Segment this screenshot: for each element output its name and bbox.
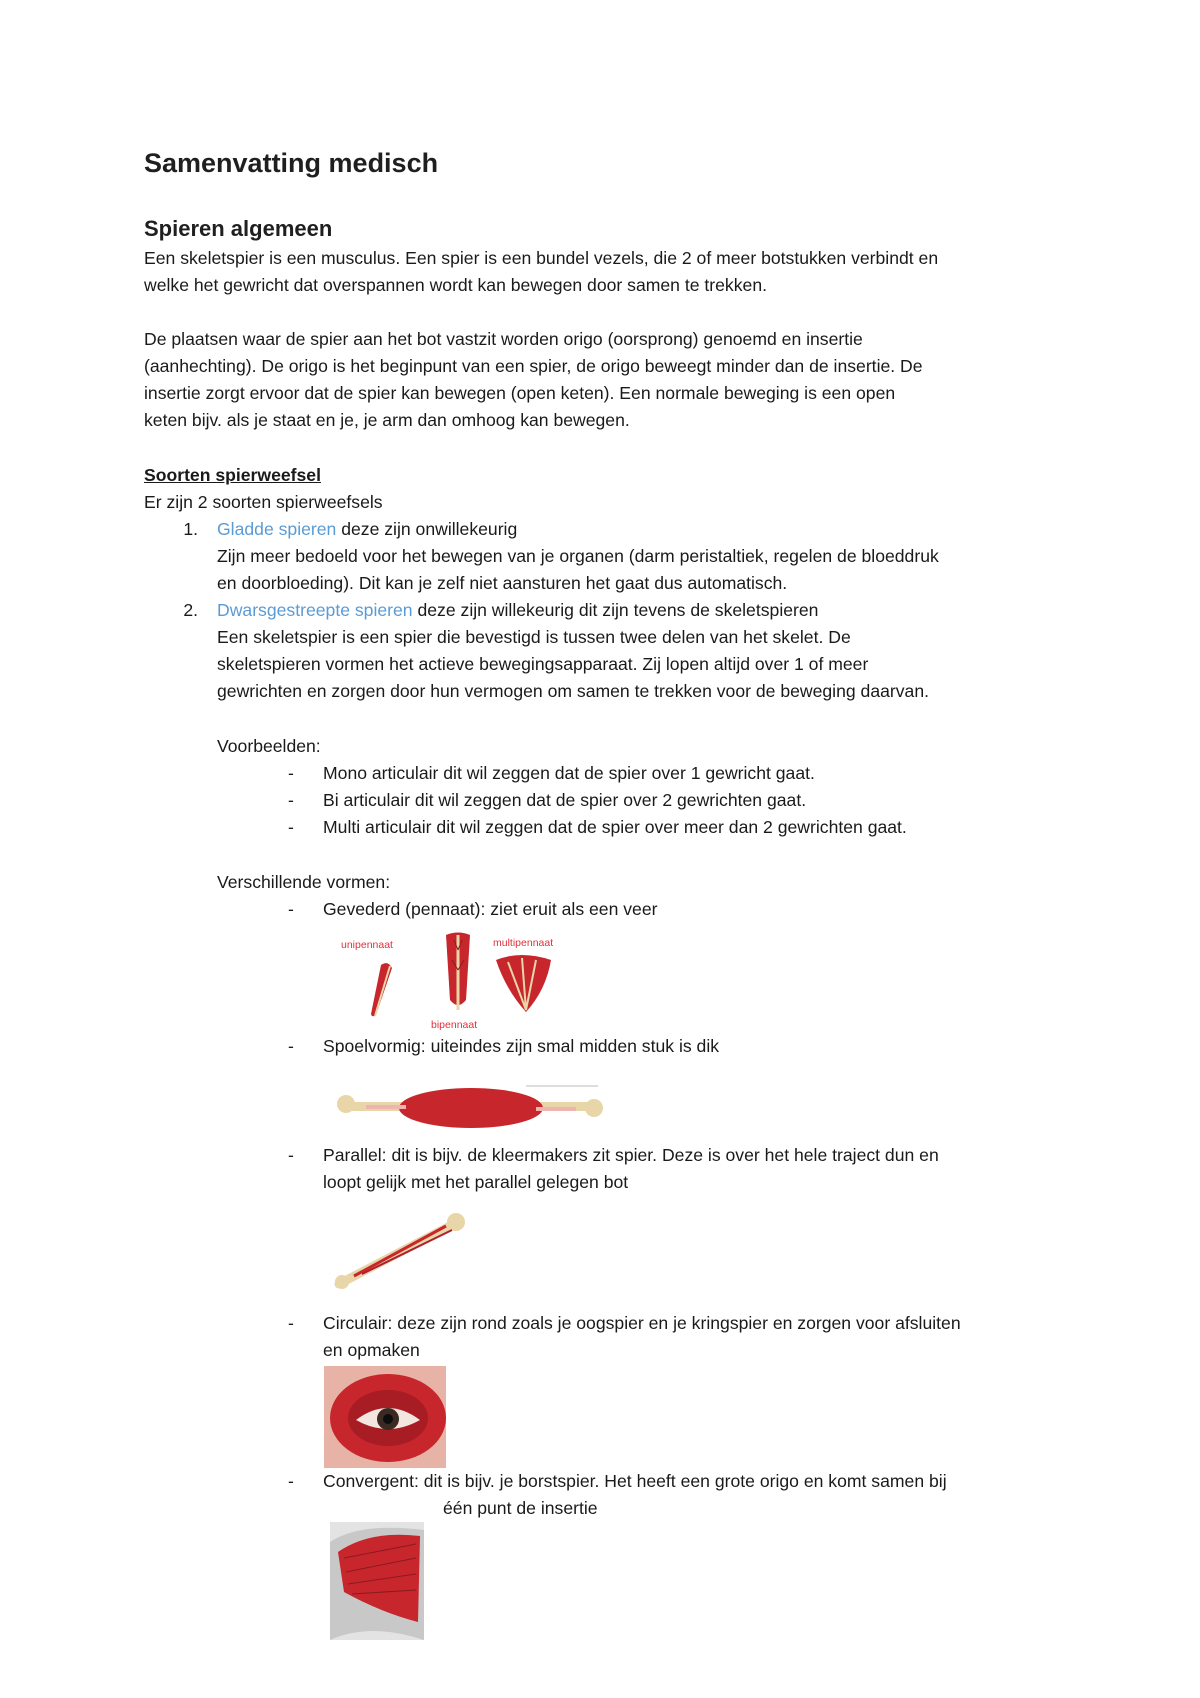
label-unipennaat: unipennaat	[341, 939, 393, 951]
list-item-line: gewrichten en zorgen door hun vermogen om samen te trekken voor de beweging daarvan.	[217, 681, 929, 701]
convergent-muscle-image	[330, 1522, 424, 1640]
shape-item: één punt de insertie	[443, 1498, 598, 1518]
list-number: 1.	[183, 519, 198, 539]
list-item-line: Een skeletspier is een spier die bevestigd is tussen twee delen van het skelet. De	[217, 627, 851, 647]
pennate-muscle-image	[336, 930, 586, 1030]
list-item-line: Zijn meer bedoeld voor het bewegen van je organen (darm peristaltiek, regelen de bloeddruk	[217, 546, 939, 566]
shape-item: loopt gelijk met het parallel gelegen bot	[323, 1172, 629, 1192]
bullet-dash: -	[288, 1313, 294, 1333]
fusiform-muscle-image	[336, 1082, 606, 1132]
shape-item: Convergent: dit is bijv. je borstspier. Het heeft een grote origo en komt samen bij	[323, 1471, 947, 1491]
list-item-heading	[217, 597, 818, 624]
example-item: Mono articulair dit wil zeggen dat de spier over 1 gewricht gaat.	[323, 763, 815, 783]
bullet-dash: -	[288, 1471, 294, 1491]
label-bipennaat: bipennaat	[431, 1019, 478, 1030]
parallel-muscle-image	[334, 1212, 474, 1292]
circular-muscle-image	[324, 1366, 446, 1468]
paragraph-line: De plaatsen waar de spier aan het bot vastzit worden origo (oorsprong) genoemd en insertie	[144, 329, 863, 349]
term-rest: deze zijn onwillekeurig	[336, 519, 518, 539]
example-item: Bi articulair dit wil zeggen dat de spier over 2 gewrichten gaat.	[323, 790, 807, 810]
term-dwarsgestreepte-spieren: Dwarsgestreepte spieren	[217, 600, 413, 620]
term-gladde-spieren: Gladde spieren	[217, 519, 337, 539]
bullet-dash: -	[288, 1036, 294, 1056]
shape-item: Gevederd (pennaat): ziet eruit als een veer	[323, 899, 658, 919]
label-multipennaat: multipennaat	[493, 937, 554, 949]
section-heading: Spieren algemeen	[144, 216, 333, 241]
term-rest: deze zijn willekeurig dit zijn tevens de skeletspieren	[412, 600, 819, 620]
shapes-label: Verschillende vormen:	[217, 872, 391, 892]
examples-label: Voorbeelden:	[217, 736, 321, 756]
list-item-line: en doorbloeding). Dit kan je zelf niet aansturen het gaat dus automatisch.	[217, 573, 788, 593]
list-item-heading	[217, 516, 517, 543]
shape-item: Parallel: dit is bijv. de kleermakers zit spier. Deze is over het hele traject dun en	[323, 1145, 939, 1165]
shape-item: Spoelvormig: uiteindes zijn smal midden stuk is dik	[323, 1036, 720, 1056]
page-title: Samenvatting medisch	[144, 148, 439, 178]
paragraph-line: Een skeletspier is een musculus. Een spier is een bundel vezels, die 2 of meer botstukken verbindt en	[144, 248, 939, 268]
shape-item: en opmaken	[323, 1340, 420, 1360]
list-number: 2.	[183, 600, 198, 620]
paragraph-line: keten bijv. als je staat en je, je arm dan omhoog kan bewegen.	[144, 410, 630, 430]
bullet-dash: -	[288, 763, 294, 783]
bullet-dash: -	[288, 790, 294, 810]
bullet-dash: -	[288, 1145, 294, 1165]
paragraph-line: insertie zorgt ervoor dat de spier kan bewegen (open keten). Een normale beweging is een open	[144, 383, 896, 403]
example-item: Multi articulair dit wil zeggen dat de spier over meer dan 2 gewrichten gaat.	[323, 817, 907, 837]
intro-line: Er zijn 2 soorten spierweefsels	[144, 492, 383, 512]
shape-item: Circulair: deze zijn rond zoals je oogspier en je kringspier en zorgen voor afsluiten	[323, 1313, 961, 1333]
subheading: Soorten spierweefsel	[144, 465, 321, 485]
paragraph-line: (aanhechting). De origo is het beginpunt van een spier, de origo beweegt minder dan de insertie. De	[144, 356, 923, 376]
paragraph-line: welke het gewricht dat overspannen wordt kan bewegen door samen te trekken.	[144, 275, 767, 295]
bullet-dash: -	[288, 817, 294, 837]
list-item-line: skeletspieren vormen het actieve bewegingsapparaat. Zij lopen altijd over 1 of meer	[217, 654, 869, 674]
bullet-dash: -	[288, 899, 294, 919]
